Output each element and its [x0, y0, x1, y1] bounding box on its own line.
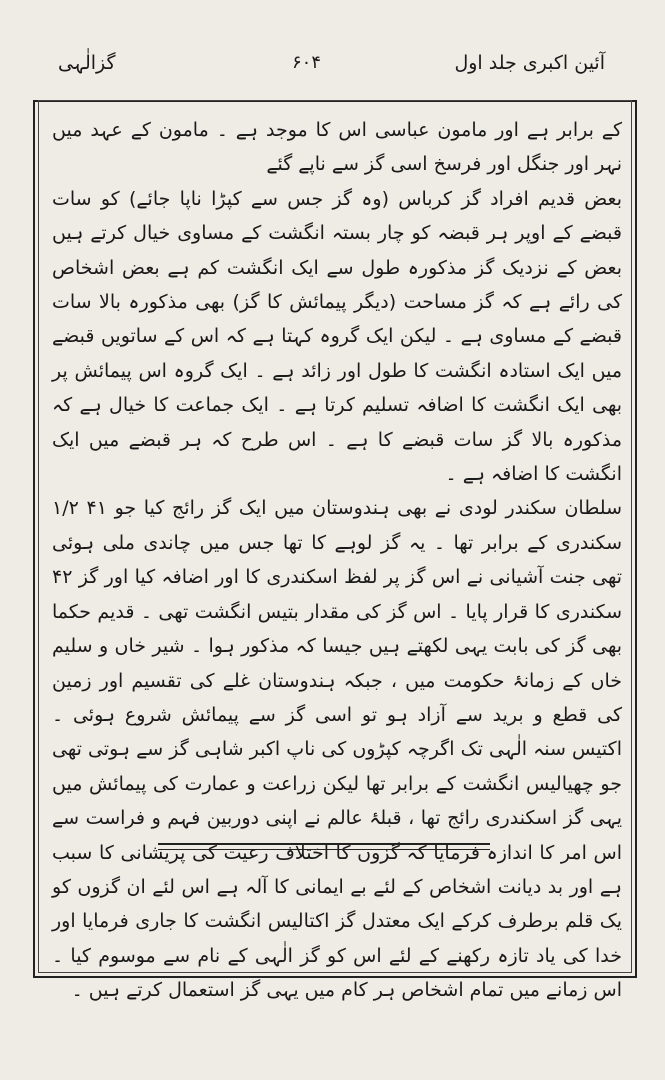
running-header-section: گزالٰہی	[58, 52, 116, 74]
text-body	[52, 113, 622, 1002]
ornamental-rule	[158, 843, 490, 850]
paragraph: سلطان سکندر لودی نے بھی ہندوستان میں ایک گز رائج کیا جو ۴۱ ۱/۲ سکندری کے برابر تھا ۔ یہ گز لوہے کا تھا جس میں چاندی ملی ہوئی تھی جنت آشیانی نے اس گز پر لفظ اسکندری کا اور اضافہ کیا اور گز ۴۲ سکندری کا قرار پایا ۔ اس گز کی مقدار بتیس انگشت تھی ۔ قدیم حکما بھی گز کی بابت یہی لکھتے ہیں جیسا کہ مذکور ہوا ۔ شیر خاں و سلیم خاں کے زمانۂ حکومت میں ، جبکہ ہندوستان غلے کی تقسیم اور زمین کی قطع و برید سے آزاد ہو تو اسی گز سے پیمائش شروع ہوئی ۔ اکتیس سنہ الٰہی تک اگرچہ کپڑوں کی ناپ اکبر شاہی گز سے ہوتی تھی جو چھیالیس انگشت کے برابر تھا لیکن زراعت و عمارت کی پیمائش میں یہی گز اسکندری رائج تھا ، قبلۂ عالم نے اپنی دوربین فہم و فراست سے اس امر کا اندازہ فرمایا کہ گزوں کا اختلاف رعیت کی پریشانی کا سبب ہے اور بد دیانت اشخاص کے لئے بے ایمانی کا آلہ ہے اس لئے ان گزوں کو یک قلم برطرف کرکے ایک معتدل گز اکتالیس انگشت کا جاری فرمایا اور خدا کی یاد تازہ رکھنے کے لئے اس کو گز الٰہی کے نام سے موسوم کیا ۔ اس زمانے میں تمام اشخاص ہر کام میں یہی گز استعمال کرتے ہیں ۔	[52, 497, 622, 1002]
page-number: ۶۰۴	[292, 52, 322, 73]
paragraph: کے برابر ہے اور مامون عباسی اس کا موجد ہے ۔ مامون کے عہد میں نہر اور جنگل اور فرسخ اسی گز سے ناپے گئے	[52, 119, 622, 176]
paragraph: بعض قدیم افراد گز کرباس (وہ گز جس سے کپڑا ناپا جائے) کو سات قبضے کے اوپر ہر قبضہ کو چار بستہ انگشت کے مساوی خیال کرتے ہیں بعض کے نزدیک گز مذکورہ طول سے ایک انگشت کم ہے بعض اشخاص کی رائے ہے کہ گز مساحت (دیگر پیمائش کا گز) بھی مذکورہ بالا سات قبضے کے مساوی ہے ۔ لیکن ایک گروہ کہتا ہے کہ اس کے ساتویں قبضے میں ایک استادہ انگشت کا طول اور زائد ہے ۔ ایک گروہ اس پیمائش پر بھی ایک انگشت کا اضافہ تسلیم کرتا ہے ۔ ایک جماعت کا خیال ہے کہ مذکورہ بالا گز سات قبضے کا ہے ۔ اس طرح کہ ہر قبضے میں ایک انگشت کا اضافہ ہے ۔	[52, 187, 622, 486]
running-header-title: آئین اکبری جلد اول	[454, 52, 605, 74]
